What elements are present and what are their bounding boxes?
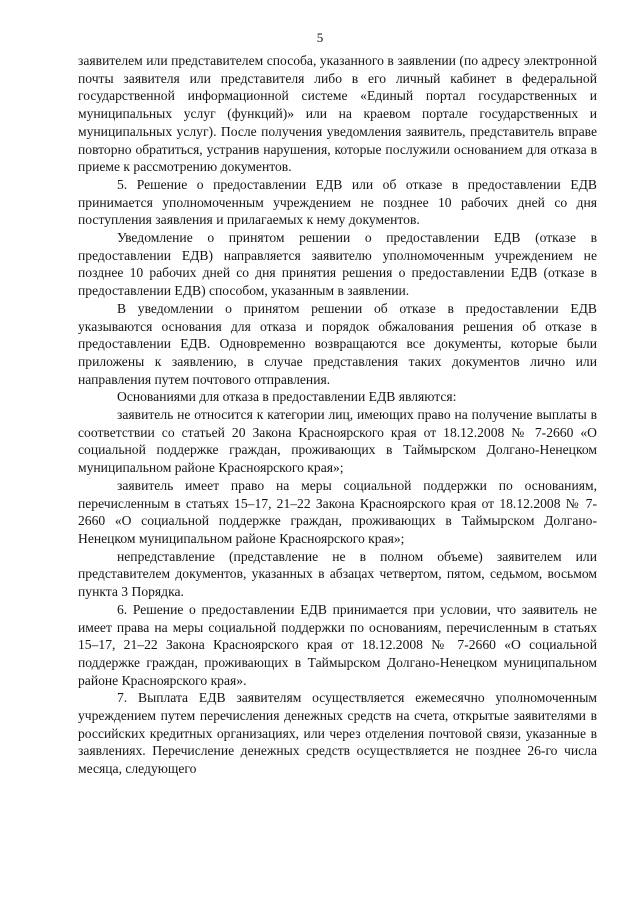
paragraph-refusal-notice: В уведомлении о принятом решении об отказе в предоставлении ЕДВ указываются основания для отказа и порядок обжалования решения об отказе в предоставлении ЕДВ. Одновременно возвращаются все документы, которые были приложены к заявлению, в случае представления таких документов лично или направления путем почтового отправления. [78, 300, 597, 387]
paragraph-ground-2: заявитель имеет право на меры социальной поддержки по основаниям, перечисленным в статьях 15–17, 21–22 Закона Красноярского края от 18.12.2008 № 7-2660 «О социальной поддержке граждан, проживающих в Таймырском Долгано-Ненецком муниципальном районе Красноярского края»; [78, 477, 597, 546]
document-body [78, 52, 597, 778]
paragraph-notification: Уведомление о принятом решении о предоставлении ЕДВ (отказе в предоставлении ЕДВ) направляется заявителю уполномоченным учреждением не позднее 10 рабочих дней со дня принятия решения о предоставлении ЕДВ (отказе в предоставлении ЕДВ) способом, указанным в заявлении. [78, 230, 597, 299]
paragraph-refusal-grounds-heading: Основаниями для отказа в предоставлении ЕДВ являются: [117, 389, 457, 405]
page-number: 5 [316, 30, 324, 45]
paragraph-item-5: 5. Решение о предоставлении ЕДВ или об отказе в предоставлении ЕДВ принимается уполномоченным учреждением не позднее 10 рабочих дней со дня поступления заявления и прилагаемых к нему документов. [78, 176, 597, 228]
paragraph-ground-3: непредставление (представление не в полном объеме) заявителем или представителем документов, указанных в абзацах четвертом, пятом, седьмом, восьмом пункта 3 Порядка. [78, 548, 597, 600]
paragraph-item-7: 7. Выплата ЕДВ заявителям осуществляется ежемесячно уполномоченным учреждением путем перечисления денежных средств на счета, открытые заявителями в российских кредитных организациях, или через отделения почтовой связи, указанные в заявлениях. Перечисление денежных средств осуществляется не позднее 26-го числа месяца, следующего [78, 690, 597, 777]
paragraph-continuation: заявителем или представителем способа, указанного в заявлении (по адресу электронной почты заявителя или представителя либо в его личный кабинет в федеральной государственной информационной системе «Единый портал государственных и муниципальных услуг (функций)» или на краевом портале государственных и муниципальных услуг). После получения уведомления заявитель, представитель вправе повторно обратиться, устранив нарушения, которые послужили основанием для отказа в приеме к рассмотрению документов. [78, 53, 597, 175]
paragraph-item-6: 6. Решение о предоставлении ЕДВ принимается при условии, что заявитель не имеет права на меры социальной поддержки по основаниям, перечисленным в статьях 15–17, 21–22 Закона Красноярского края от 18.12.2008 № 7-2660 «О социальной поддержке граждан, проживающих в Таймырском Долгано-Ненецком муниципальном районе Красноярского края». [78, 601, 597, 688]
paragraph-ground-1: заявитель не относится к категории лиц, имеющих право на получение выплаты в соответствии со статьей 20 Закона Красноярского края от 18.12.2008 № 7-2660 «О социальной поддержке граждан, проживающих в Таймырском Долгано-Ненецком муниципальном районе Красноярского края»; [78, 407, 597, 476]
